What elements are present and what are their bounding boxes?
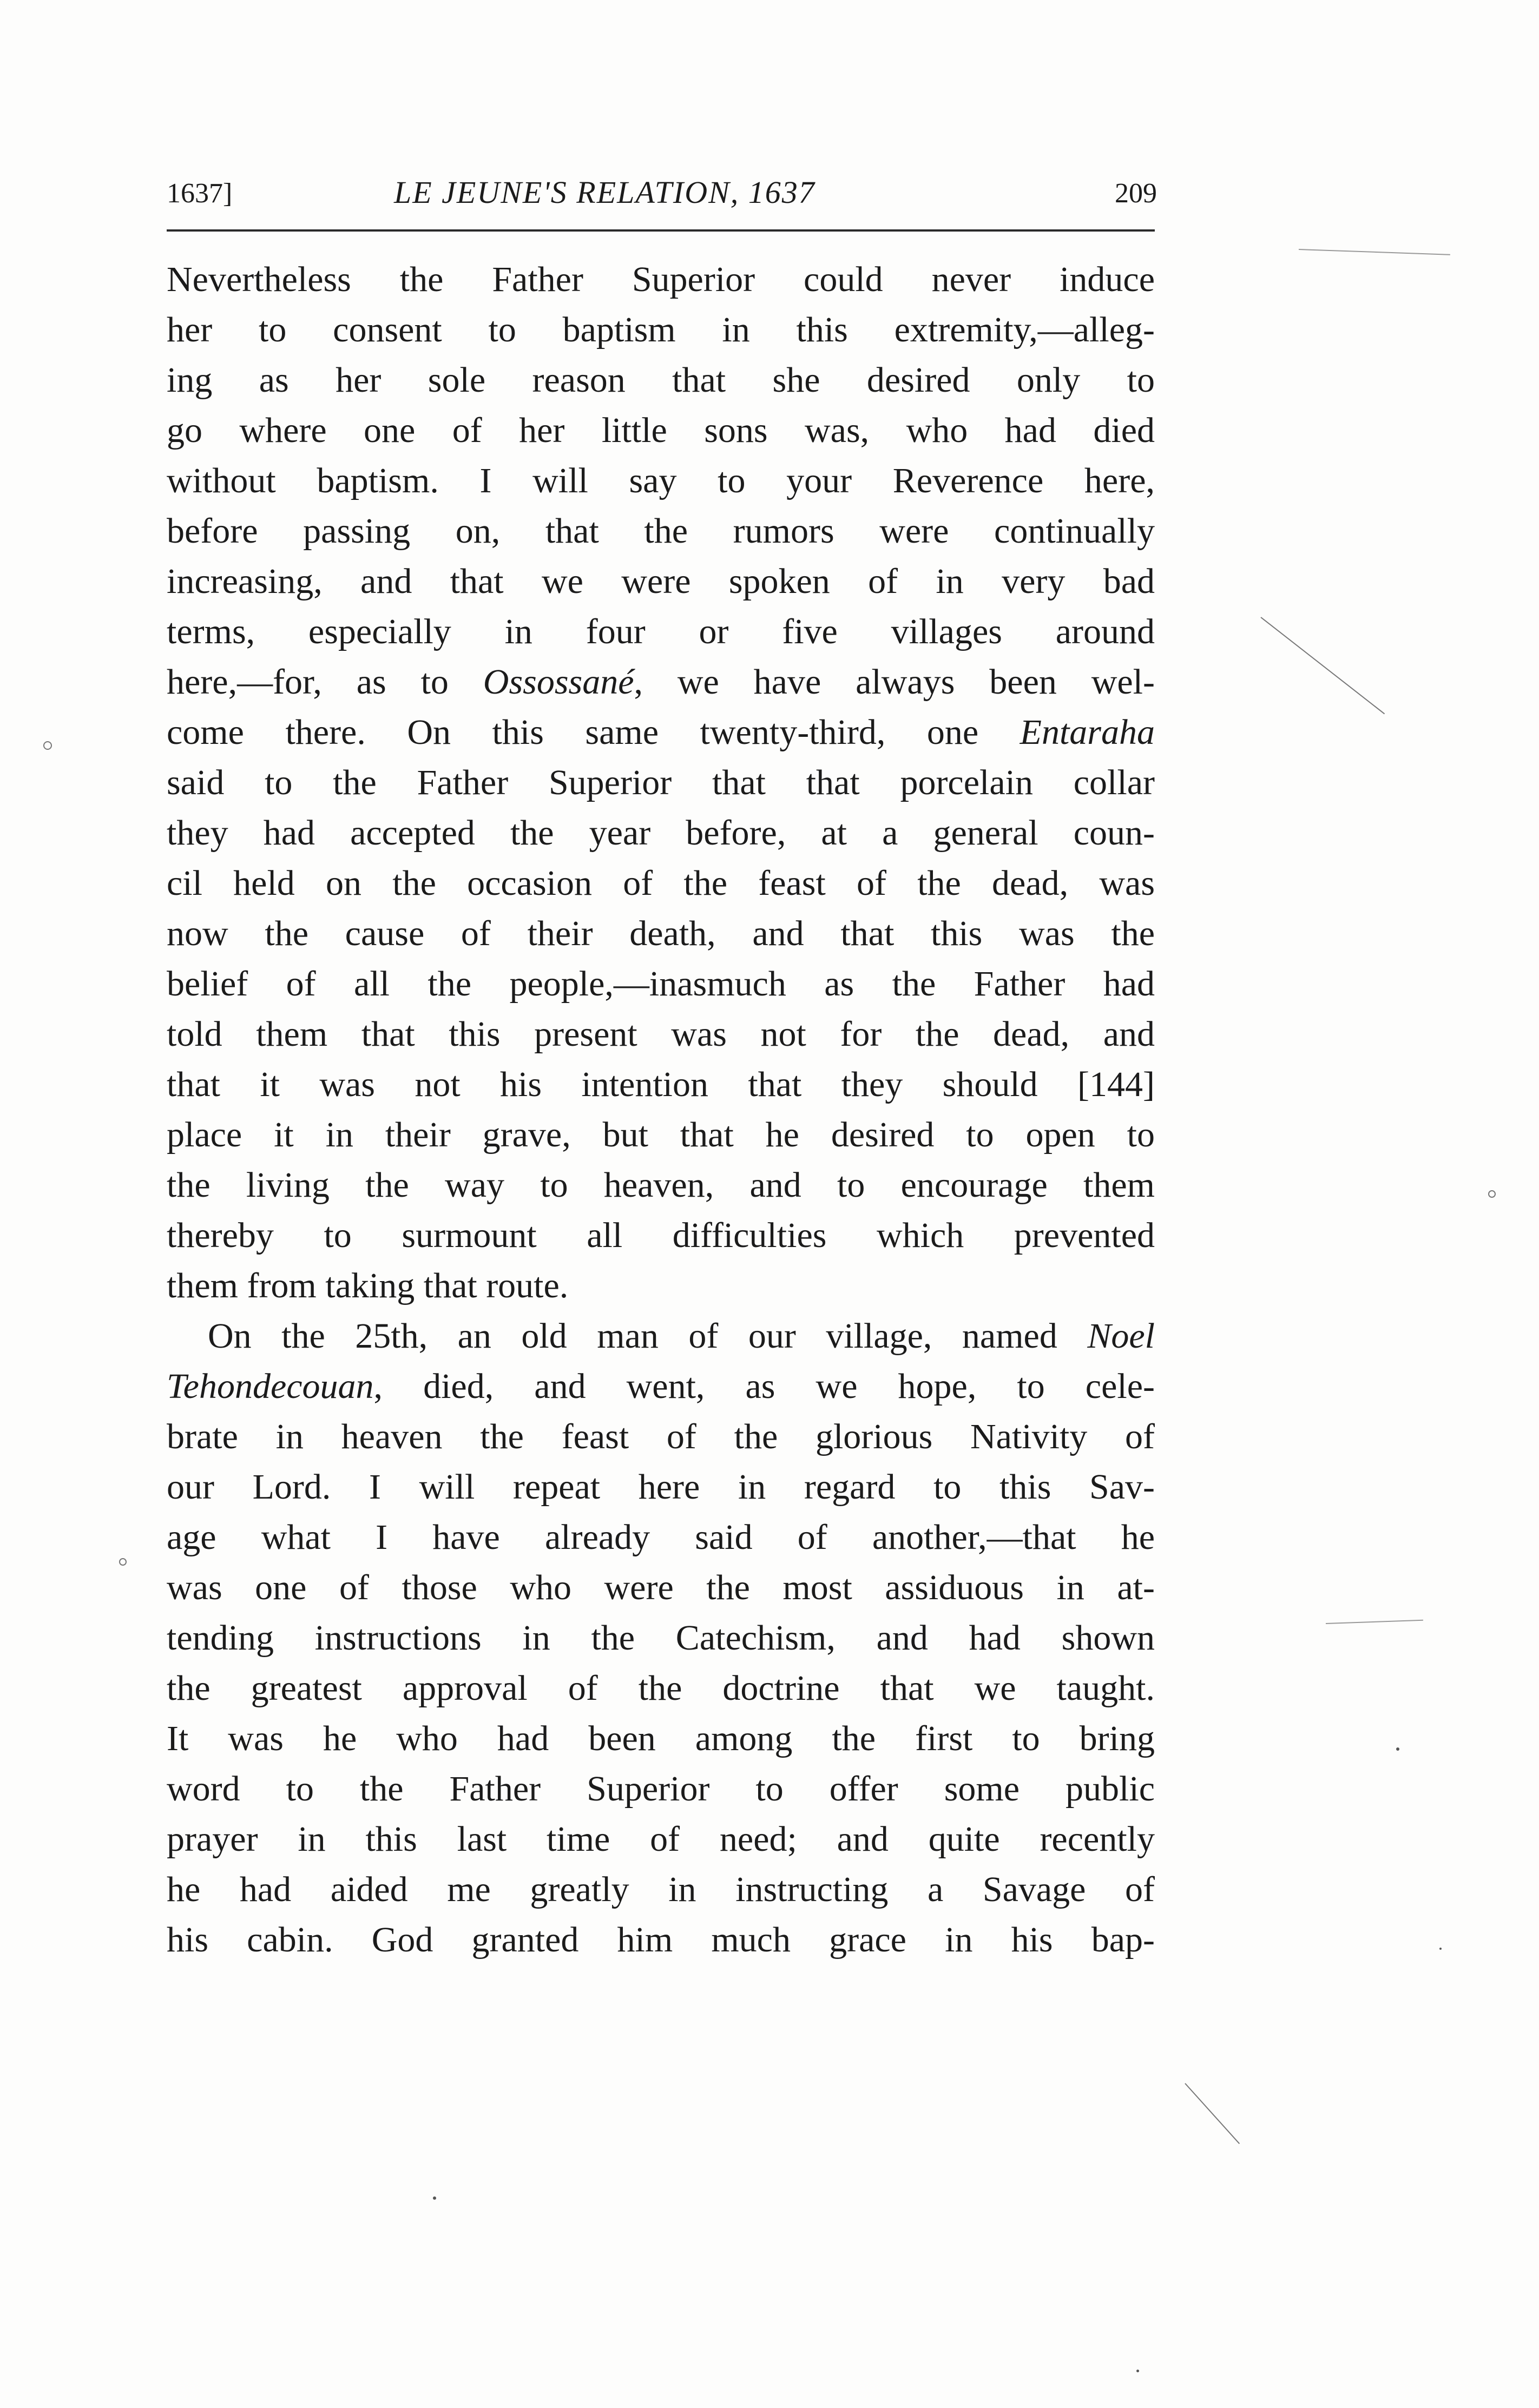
scan-speck	[1439, 1948, 1442, 1950]
text-line: he had aided me greatly in instructing a Savage of	[167, 1870, 1155, 1909]
text-line: thereby to surmount all difficulties which prevented	[167, 1216, 1155, 1255]
text-line: said to the Father Superior that that porcelain collar	[167, 763, 1155, 802]
text-line: increasing, and that we were spoken of in very bad	[167, 562, 1155, 601]
text-line	[167, 657, 1155, 707]
text-line	[167, 707, 1155, 757]
page-number: 209	[1115, 178, 1157, 209]
text-line: the living the way to heaven, and to encourage them	[167, 1165, 1155, 1205]
text-line: tending instructions in the Catechism, and had shown	[167, 1618, 1155, 1658]
text-line: ing as her sole reason that she desired only to	[167, 360, 1155, 400]
running-header	[167, 172, 1157, 221]
person-name-tehondecouan: Tehondecouan	[167, 1367, 374, 1406]
text-line: told them that this present was not for the dead, and	[167, 1014, 1155, 1054]
paragraph-2	[167, 1311, 1155, 1965]
pencil-mark	[1260, 617, 1385, 714]
paragraph-1	[167, 254, 1155, 1311]
text-segment: , died, and went, as we hope, to cele-	[373, 1367, 1155, 1406]
text-line: that it was not his intention that they should [144]	[167, 1065, 1155, 1104]
text-segment: here,—for, as to	[167, 662, 483, 702]
pencil-mark	[1326, 1620, 1423, 1624]
text-segment: come there. On this same twenty-third, one	[167, 712, 1020, 752]
text-line	[167, 1361, 1155, 1411]
body-text	[167, 254, 1155, 1965]
scan-speck	[43, 741, 52, 750]
header-rule	[167, 229, 1155, 232]
scan-speck	[1488, 1190, 1496, 1198]
text-line: was one of those who were the most assiduous in at-	[167, 1568, 1155, 1607]
text-line: Nevertheless the Father Superior could never induce	[167, 260, 1155, 299]
header-year: 1637]	[167, 178, 233, 209]
text-line: they had accepted the year before, at a general coun-	[167, 813, 1155, 853]
text-line: her to consent to baptism in this extremity,—alleg-	[167, 310, 1155, 349]
scan-speck	[119, 1558, 127, 1566]
text-line: prayer in this last time of need; and quite recently	[167, 1819, 1155, 1859]
text-segment: , we have always been wel-	[634, 662, 1155, 702]
pencil-mark	[1299, 249, 1450, 255]
text-line: cil held on the occasion of the feast of the dead, was	[167, 863, 1155, 903]
person-name-noel: Noel	[1087, 1316, 1155, 1356]
text-line: brate in heaven the feast of the glorious Nativity of	[167, 1417, 1155, 1456]
text-line: It was he who had been among the first to bring	[167, 1719, 1155, 1758]
text-line: the greatest approval of the doctrine that we taught.	[167, 1668, 1155, 1708]
text-line: belief of all the people,—inasmuch as the Father had	[167, 964, 1155, 1004]
text-segment: On the 25th, an old man of our village, named	[208, 1316, 1088, 1356]
text-line: place it in their grave, but that he desired to open to	[167, 1115, 1155, 1154]
scan-speck	[1136, 2370, 1139, 2372]
header-title: LE JEUNE'S RELATION, 1637	[394, 175, 815, 210]
scan-speck	[1396, 1747, 1399, 1751]
text-line	[167, 1311, 1155, 1361]
pencil-mark	[1185, 2083, 1240, 2144]
place-name-ossossane: Ossossané	[483, 662, 634, 702]
person-name-entaraha: Entaraha	[1020, 712, 1155, 752]
text-line: terms, especially in four or five villages around	[167, 612, 1155, 651]
text-line: age what I have already said of another,—that he	[167, 1518, 1155, 1557]
text-line: our Lord. I will repeat here in regard to this Sav-	[167, 1467, 1155, 1507]
text-line: go where one of her little sons was, who had died	[167, 411, 1155, 450]
text-line: his cabin. God granted him much grace in his bap-	[167, 1920, 1155, 1960]
text-line: word to the Father Superior to offer some public	[167, 1769, 1155, 1809]
text-line: now the cause of their death, and that this was the	[167, 914, 1155, 953]
text-line: before passing on, that the rumors were continually	[167, 511, 1155, 551]
scan-speck	[433, 2196, 436, 2200]
text-line: without baptism. I will say to your Reverence here,	[167, 461, 1155, 500]
text-line: them from taking that route.	[167, 1266, 569, 1305]
